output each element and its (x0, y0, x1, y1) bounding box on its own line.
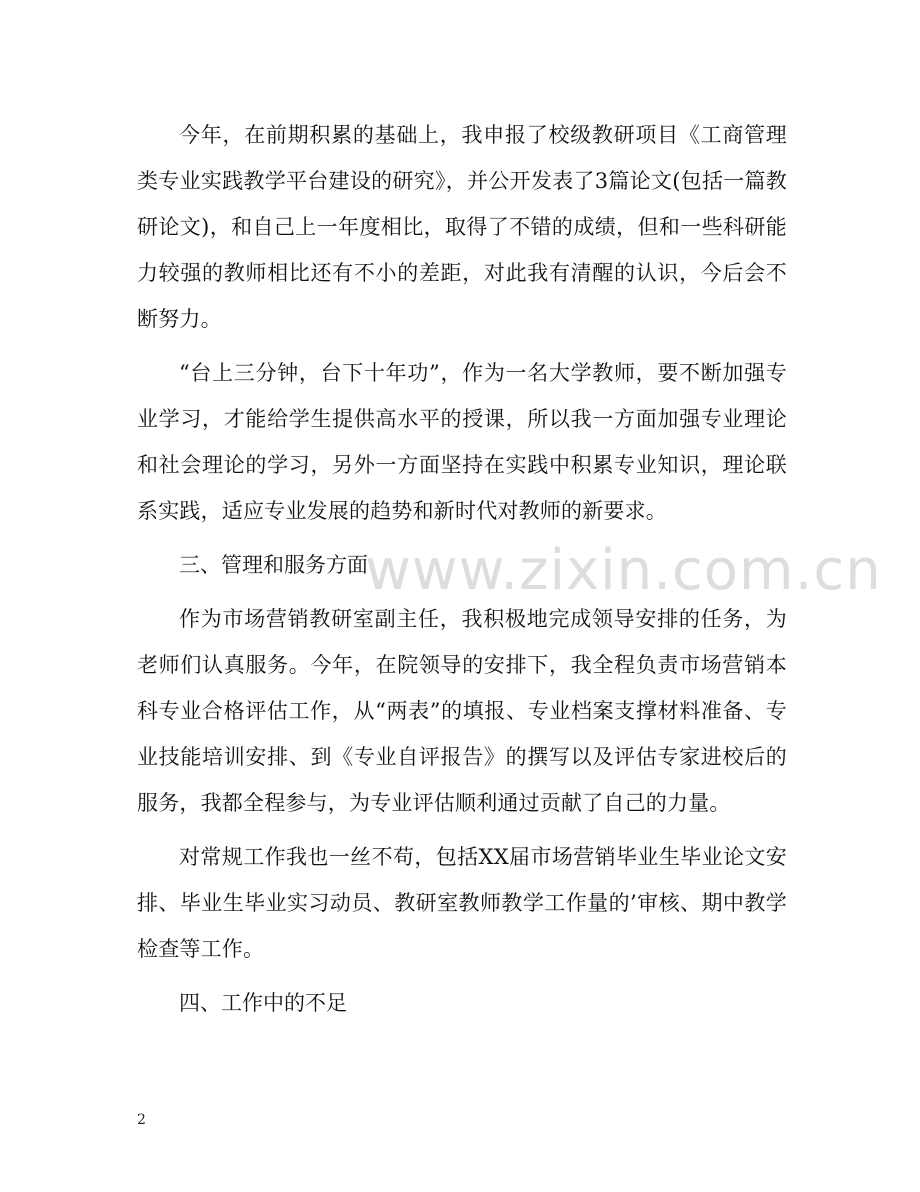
paragraph-study: “台上三分钟，台下十年功”，作为一名大学教师，要不断加强专业学习，才能给学生提供高水平的授课，所以我一方面加强专业理论和社会理论的学习，另外一方面坚持在实践中积累专业知识，理论联系实践，适应专业发展的趋势和新时代对教师的新要求。 (137, 361, 787, 523)
section-heading-management: 三、管理和服务方面 (179, 553, 368, 577)
page-number: 2 (137, 1112, 146, 1128)
paragraph-management: 作为市场营销教研室副主任，我积极地完成领导安排的任务，为老师们认真服务。今年，在院领导的安排下，我全程负责市场营销本科专业合格评估工作，从“两表”的填报、专业档案支撑材料准备、专业技能培训安排、到《专业自评报告》的撰写以及评估专家进校后的服务，我都全程参与，为专业评估顺利通过贡献了自己的力量。 (137, 607, 787, 815)
paragraph-routine-work: 对常规工作我也一丝不苟，包括XX届市场营销毕业生毕业论文安排、毕业生毕业实习动员、教研室教师教学工作量的’审核、期中教学检查等工作。 (137, 845, 787, 961)
watermark: www.zixin.com.cn (365, 538, 882, 603)
section-heading-shortcomings: 四、工作中的不足 (179, 991, 347, 1015)
paragraph-research: 今年，在前期积累的基础上，我申报了校级教研项目《工商管理类专业实践教学平台建设的研究》，并公开发表了3篇论文(包括一篇教研论文)，和自己上一年度相比，取得了不错的成绩，但和一些科研能力较强的教师相比还有不小的差距，对此我有清醒的认识，今后会不断努力。 (137, 123, 787, 331)
